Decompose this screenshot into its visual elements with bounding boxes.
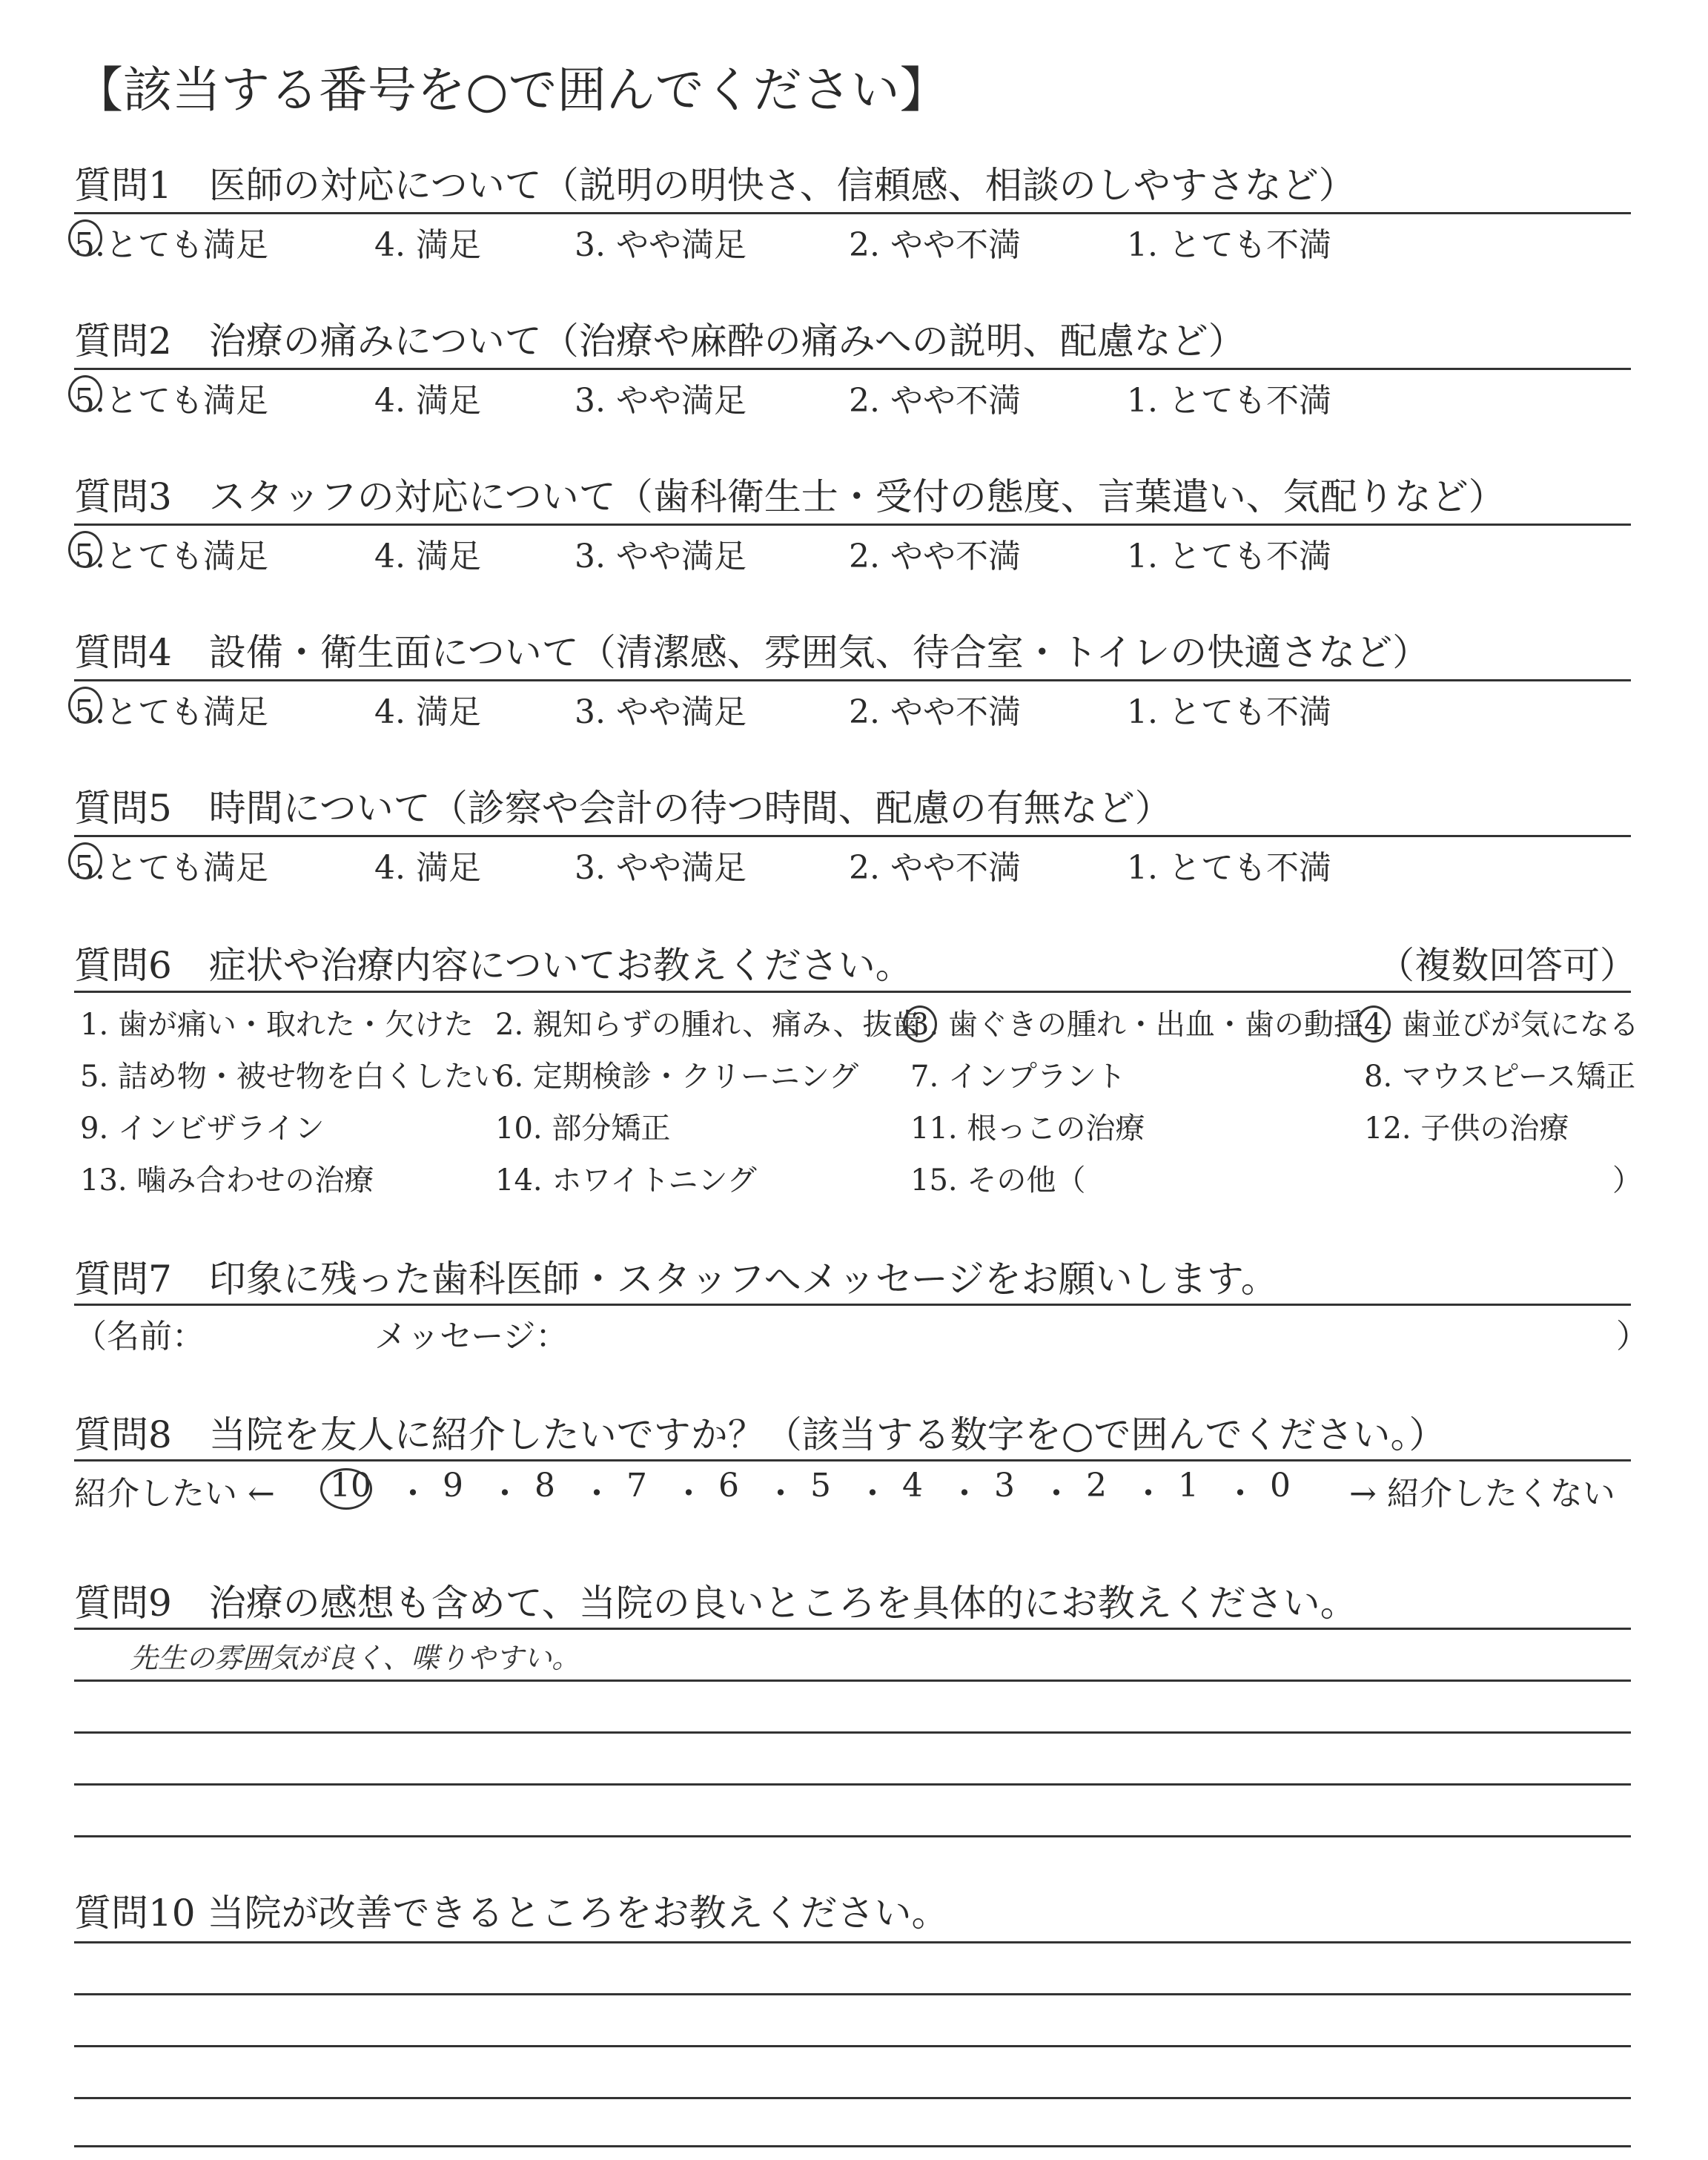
q6-item-11[interactable]: 11. 根っこの治療 <box>910 1112 1145 1146</box>
q6-selected-circle-3 <box>903 1005 937 1043</box>
q3-option-5[interactable]: 5.とても満足 <box>74 538 268 575</box>
q2-option-4[interactable]: 4. 満足 <box>374 382 481 420</box>
q10-answer-line <box>74 2145 1631 2147</box>
q6-item-14[interactable]: 14. ホワイトニング <box>495 1163 757 1198</box>
q8-scale-separator: ・ <box>856 1475 889 1513</box>
q6-note: （複数回答可） <box>1377 944 1637 987</box>
q8-scale-separator: ・ <box>580 1475 613 1513</box>
q2-option-3[interactable]: 3. やや満足 <box>575 382 747 420</box>
q4-option-3[interactable]: 3. やや満足 <box>575 693 747 731</box>
q6-other-close-paren: ） <box>1612 1163 1642 1198</box>
q1-title: 質問1 医師の対応について（説明の明快さ、信頼感、相談のしやすさなど） <box>74 164 1356 207</box>
q2-option-5[interactable]: 5.とても満足 <box>74 382 268 420</box>
q10-answer-line <box>74 2045 1631 2047</box>
q8-scale-separator: ・ <box>1224 1475 1257 1513</box>
q10-rule <box>74 1941 1631 1943</box>
q6-title: 質問6 症状や治療内容についてお教えください。 <box>74 944 913 987</box>
q6-item-3[interactable]: 3. 歯ぐきの腫れ・出血・歯の動揺 <box>910 1008 1363 1042</box>
q4-option-2[interactable]: 2. やや不満 <box>849 693 1021 731</box>
q9-answer-line <box>74 1731 1631 1734</box>
q8-selected-circle <box>320 1468 372 1510</box>
q8-rule <box>74 1459 1631 1462</box>
q3-selected-circle <box>68 531 102 568</box>
q10-answer-line <box>74 2097 1631 2099</box>
q8-scale-0[interactable]: 0 <box>1270 1467 1291 1505</box>
q1-option-3[interactable]: 3. やや満足 <box>575 226 747 264</box>
q6-item-9[interactable]: 9. インビザライン <box>80 1112 325 1146</box>
q8-scale-separator: ・ <box>397 1475 429 1513</box>
q1-option-1[interactable]: 1. とても不満 <box>1127 226 1331 264</box>
q1-option-2[interactable]: 2. やや不満 <box>849 226 1021 264</box>
q6-rule <box>74 991 1631 993</box>
q8-scale-2[interactable]: 2 <box>1086 1467 1107 1505</box>
q6-item-10[interactable]: 10. 部分矯正 <box>495 1112 671 1146</box>
q5-option-4[interactable]: 4. 満足 <box>374 849 481 887</box>
q1-selected-circle <box>68 219 102 257</box>
q8-left-label: 紹介したい ← <box>74 1475 275 1513</box>
q3-rule <box>74 524 1631 526</box>
q9-answer-line <box>74 1783 1631 1786</box>
q5-option-5[interactable]: 5.とても満足 <box>74 849 268 887</box>
q5-option-3[interactable]: 3. やや満足 <box>575 849 747 887</box>
q6-item-2[interactable]: 2. 親知らずの腫れ、痛み、抜歯 <box>495 1008 922 1042</box>
q2-rule <box>74 368 1631 370</box>
q9-answer-line <box>74 1835 1631 1837</box>
q3-option-1[interactable]: 1. とても不満 <box>1127 538 1331 575</box>
q5-selected-circle <box>68 842 102 879</box>
q6-item-13[interactable]: 13. 噛み合わせの治療 <box>80 1163 374 1198</box>
q8-title: 質問8 当院を友人に紹介したいですか？（該当する数字を○で囲んでください。） <box>74 1413 1446 1456</box>
q8-scale-separator: ・ <box>1132 1475 1165 1513</box>
q10-title: 質問10 当院が改善できるところをお教えください。 <box>74 1892 949 1935</box>
q4-rule <box>74 679 1631 681</box>
q8-scale-1[interactable]: 1 <box>1178 1467 1199 1505</box>
q6-item-5[interactable]: 5. 詰め物・被せ物を白くしたい <box>80 1060 503 1094</box>
q9-rule <box>74 1628 1631 1630</box>
q7-name-label[interactable]: （名前： <box>74 1318 205 1355</box>
q6-item-7[interactable]: 7. インプラント <box>910 1060 1126 1094</box>
q4-option-4[interactable]: 4. 満足 <box>374 693 481 731</box>
q9-answer-line <box>74 1680 1631 1682</box>
q5-title: 質問5 時間について（診察や会計の待つ時間、配慮の有無など） <box>74 787 1172 830</box>
q8-scale-separator: ・ <box>672 1475 705 1513</box>
q5-option-1[interactable]: 1. とても不満 <box>1127 849 1331 887</box>
q8-scale-8[interactable]: 8 <box>534 1467 555 1505</box>
q8-scale-7[interactable]: 7 <box>626 1467 647 1505</box>
q10-answer-line <box>74 1993 1631 1995</box>
q8-right-label: → 紹介したくない <box>1349 1475 1615 1513</box>
page-title: 【該当する番号を○で囲んでください】 <box>74 62 949 119</box>
q8-scale-separator: ・ <box>764 1475 797 1513</box>
q4-option-5[interactable]: 5.とても満足 <box>74 693 268 731</box>
q8-scale-10[interactable]: 10 <box>330 1467 371 1505</box>
q6-item-15[interactable]: 15. その他（ <box>910 1163 1086 1198</box>
q5-rule <box>74 835 1631 837</box>
q8-scale-5[interactable]: 5 <box>810 1467 831 1505</box>
q5-option-2[interactable]: 2. やや不満 <box>849 849 1021 887</box>
q6-item-12[interactable]: 12. 子供の治療 <box>1364 1112 1569 1146</box>
q7-close-paren: ） <box>1616 1318 1649 1355</box>
q4-title: 質問4 設備・衛生面について（清潔感、雰囲気、待合室・トイレの快適さなど） <box>74 631 1430 674</box>
q8-scale-9[interactable]: 9 <box>443 1467 463 1505</box>
q6-item-6[interactable]: 6. 定期検診・クリーニング <box>495 1060 859 1094</box>
q8-scale-separator: ・ <box>948 1475 981 1513</box>
q1-option-4[interactable]: 4. 満足 <box>374 226 481 264</box>
q2-selected-circle <box>68 375 102 412</box>
q1-rule <box>74 212 1631 214</box>
q9-handwritten-answer[interactable]: 先生の雰囲気が良く、喋りやすい。 <box>130 1642 580 1674</box>
q3-title: 質問3 スタッフの対応について（歯科衛生士・受付の態度、言葉遣い、気配りなど） <box>74 475 1506 518</box>
q9-title: 質問9 治療の感想も含めて、当院の良いところを具体的にお教えください。 <box>74 1582 1357 1625</box>
q8-scale-separator: ・ <box>1040 1475 1073 1513</box>
q4-selected-circle <box>68 687 102 724</box>
q8-scale-6[interactable]: 6 <box>718 1467 739 1505</box>
q8-scale-3[interactable]: 3 <box>994 1467 1015 1505</box>
q6-item-8[interactable]: 8. マウスピース矯正 <box>1364 1060 1636 1094</box>
q2-option-2[interactable]: 2. やや不満 <box>849 382 1021 420</box>
q7-title: 質問7 印象に残った歯科医師・スタッフへメッセージをお願いします。 <box>74 1258 1278 1301</box>
q6-item-1[interactable]: 1. 歯が痛い・取れた・欠けた <box>80 1008 474 1042</box>
q4-option-1[interactable]: 1. とても不満 <box>1127 693 1331 731</box>
q8-scale-4[interactable]: 4 <box>902 1467 923 1505</box>
q3-option-2[interactable]: 2. やや不満 <box>849 538 1021 575</box>
q6-selected-circle-4 <box>1357 1005 1391 1043</box>
q6-item-4[interactable]: 4. 歯並びが気になる <box>1364 1008 1639 1042</box>
q7-rule <box>74 1304 1631 1306</box>
q3-option-4[interactable]: 4. 満足 <box>374 538 481 575</box>
q7-message-label[interactable]: メッセージ： <box>374 1318 569 1355</box>
q1-option-5[interactable]: 5.とても満足 <box>74 226 268 264</box>
q3-option-3[interactable]: 3. やや満足 <box>575 538 747 575</box>
q2-option-1[interactable]: 1. とても不満 <box>1127 382 1331 420</box>
q2-title: 質問2 治療の痛みについて（治療や麻酔の痛みへの説明、配慮など） <box>74 320 1245 363</box>
q8-scale-separator: ・ <box>489 1475 521 1513</box>
